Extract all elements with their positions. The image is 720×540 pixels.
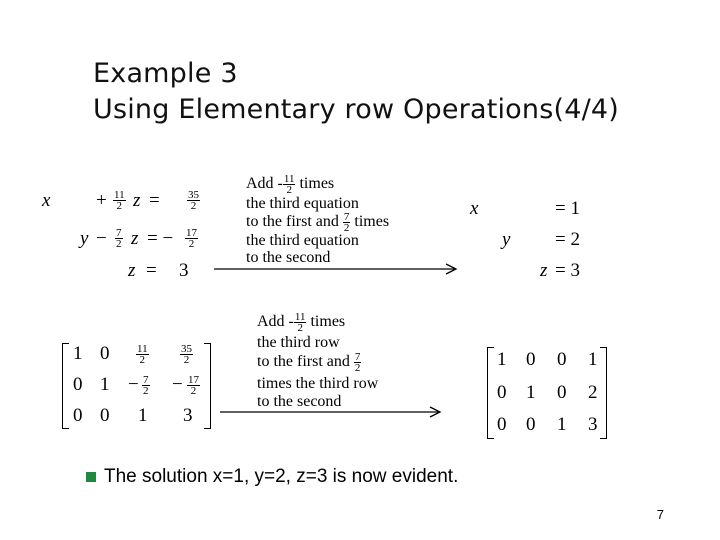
slide-title (93, 56, 619, 128)
arrow-right-icon (214, 262, 460, 276)
ml-r2-c3-sign: − (128, 374, 139, 395)
arrow-right-icon (220, 405, 444, 419)
ml-r2-c3: 7 2 (143, 374, 149, 397)
note-bottom-line-3: to the first and $\frac{7}{2}$ (257, 351, 361, 374)
ml-r1-c3: 11 2 (137, 343, 148, 366)
mr-r3-c3: 1 (557, 414, 567, 435)
sys-left-r3-var: z (128, 260, 136, 281)
note-bottom-line-2: the third row (257, 334, 340, 351)
note-top-line-4: the third equation (246, 232, 359, 249)
note-top-line-3: to the first and $\frac{7}{2}$ times (246, 211, 390, 234)
ml-r1-c1: 1 (73, 343, 83, 364)
note-bottom-line-1: Add - $\frac{11}{2}$ times (257, 311, 346, 334)
ml-r2-c4: 17 2 (188, 374, 199, 397)
mr-r1-c4: 1 (588, 349, 598, 370)
ml-r3-c2: 0 (100, 405, 110, 426)
note-bottom-line-4: times the third row (257, 375, 379, 392)
mr-r3-c2: 0 (526, 414, 536, 435)
mr-r2-c2: 1 (526, 382, 536, 403)
solution-text: The solution x=1, y=2, z=3 is now evident. (104, 466, 459, 487)
mr-r2-c3: 0 (557, 382, 567, 403)
mr-r2-c1: 0 (497, 382, 507, 403)
sys-left-r1-var: x (42, 190, 51, 211)
ml-r2-c4-sign: − (172, 374, 183, 395)
sys-left-r1-eq: = (149, 190, 160, 211)
matrix-left-bracket-close (204, 343, 211, 429)
sys-right-r1-eq: = 1 (555, 198, 580, 219)
matrix-right-bracket-close (600, 347, 607, 439)
mr-r1-c1: 1 (497, 349, 507, 370)
ml-r2-c1: 0 (73, 374, 83, 395)
mr-r3-c4: 3 (588, 414, 598, 435)
sys-left-r1-var2: z (133, 190, 141, 211)
sys-right-r2-eq: = 2 (555, 229, 580, 250)
sys-right-r3-var: z (540, 260, 548, 281)
sys-left-r2-var2: z (131, 228, 139, 249)
mr-r2-c4: 2 (588, 382, 598, 403)
sys-left-r2-frac2: 17 2 (186, 227, 197, 250)
sys-left-r2-op: − (96, 228, 107, 249)
sys-right-r3-eq: = 3 (555, 260, 580, 281)
sys-left-r1-frac2: 35 2 (188, 189, 199, 212)
ml-r3-c3: 1 (138, 405, 148, 426)
mr-r3-c1: 0 (497, 414, 507, 435)
sys-left-r2-frac1: 7 2 (116, 227, 122, 250)
sys-left-r2-eq: = − (147, 228, 174, 249)
sys-right-r2-var: y (502, 229, 511, 250)
ml-r1-c2: 0 (100, 343, 110, 364)
matrix-left-bracket-open (62, 343, 69, 429)
mr-r1-c3: 0 (557, 349, 567, 370)
ml-r1-c4: 35 2 (181, 343, 192, 366)
sys-left-r1-frac1: 11 2 (114, 189, 125, 212)
mr-r1-c2: 0 (526, 349, 536, 370)
ml-r3-c1: 0 (73, 405, 83, 426)
sys-left-r3-val: 3 (179, 260, 189, 281)
sys-right-r1-var: x (470, 198, 479, 219)
note-top-line-2: the third equation (246, 195, 359, 212)
page-number: 7 (656, 507, 664, 522)
ml-r3-c4: 3 (183, 405, 193, 426)
sys-left-r1-op: + (96, 190, 107, 211)
bullet-square-icon (86, 472, 96, 482)
note-top-line-1: Add - $\frac{11}{2}$ times (246, 173, 335, 196)
ml-r2-c2: 1 (100, 374, 110, 395)
sys-left-r2-var: y (80, 228, 89, 249)
note-top-line-5: to the second (246, 249, 331, 266)
sys-left-r3-eq: = (146, 260, 157, 281)
title-line-2: Using Elementary row Operations(4/4) (93, 94, 620, 125)
title-line-1: Example 3 (93, 58, 238, 89)
note-bottom-line-5: to the second (257, 393, 342, 410)
matrix-right-bracket-open (487, 347, 494, 439)
